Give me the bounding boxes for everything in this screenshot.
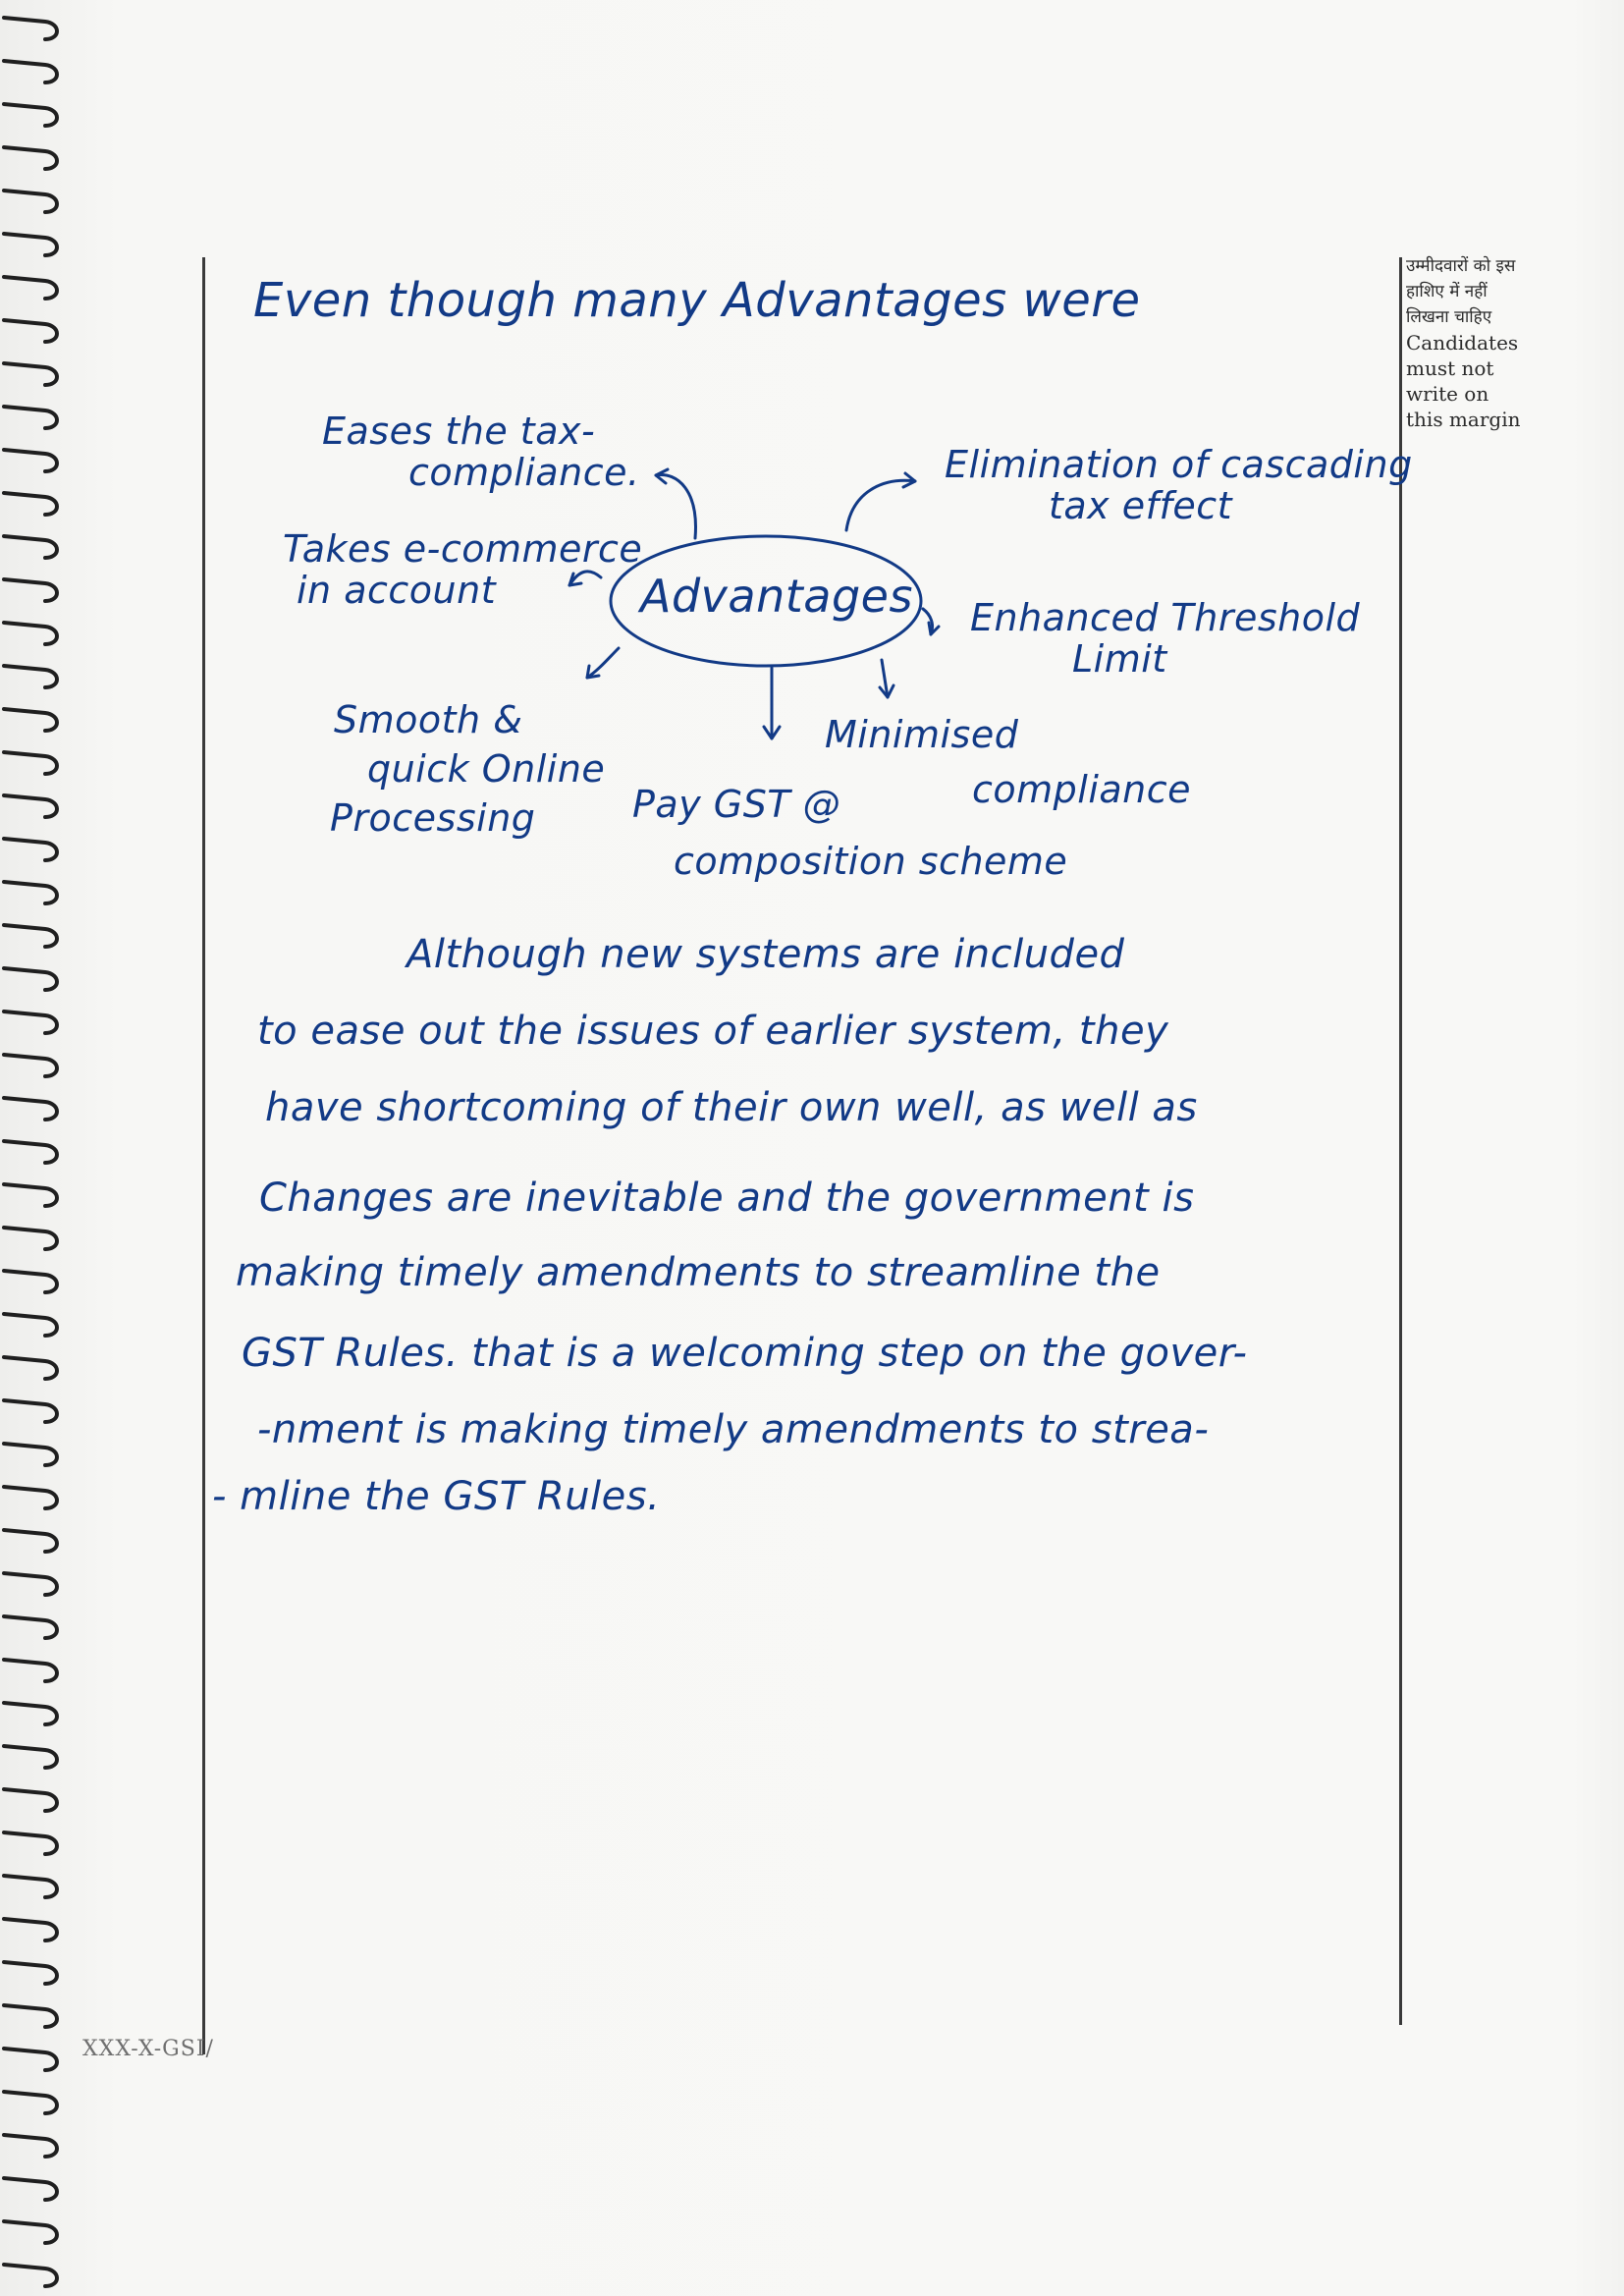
branch-smooth-line-1: Smooth & [334,698,523,741]
intro-line: Even though many Advantages were [253,273,1141,328]
branch-eases-line-2: compliance. [408,451,640,494]
margin-hindi-line-2: हाशिए में नहीं [1406,282,1488,301]
margin-english-line-1: Candidates [1406,331,1519,355]
margin-hindi-line-3: लिखना चाहिए [1406,307,1492,327]
mindmap-center-label: Advantages [640,570,913,623]
branch-smooth-line-3: Processing [330,796,536,840]
branch-smooth-line-2: quick Online [367,747,606,791]
paragraph-line-6: GST Rules. that is a welcoming step on the gover- [242,1331,1248,1376]
branch-cascading-line-2: tax effect [1049,484,1233,527]
branch-minimised-line-1: Minimised [825,713,1019,756]
paragraph-line-8: - mline the GST Rules. [212,1474,661,1519]
arrow-cascading [846,480,915,530]
branch-ecommerce-line-1: Takes e-commerce [283,527,643,571]
branch-smooth [330,695,606,843]
arrow-eases [656,475,695,538]
paragraph-line-7: -nment is making timely amendments to strea- [257,1407,1210,1452]
paragraph-line-4: Changes are inevitable and the government is [259,1175,1195,1221]
margin-hindi-line-1: उम्मीदवारों को इस [1406,256,1516,276]
arrow-smooth [587,648,619,678]
footer-code: XXX-X-GSI/ [82,2037,214,2061]
branch-cascading [945,444,1413,526]
branch-threshold [970,597,1360,680]
branch-minimised [825,707,1191,817]
branch-ecommerce-line-2: in account [297,569,497,612]
branch-gst-line-1: Pay GST @ [632,783,841,826]
paragraph-line-1: Although new systems are included [406,932,1125,977]
branch-threshold-line-1: Enhanced Threshold [970,596,1361,639]
paragraph-line-2: to ease out the issues of earlier system, they [257,1009,1169,1054]
paragraph-line-5: making timely amendments to streamline the [236,1250,1161,1295]
margin-english-line-3: write on [1406,382,1489,406]
paragraph-line-3: have shortcoming of their own well, as well as [265,1085,1198,1130]
branch-cascading-line-1: Elimination of cascading [945,443,1413,486]
branch-eases-line-1: Eases the tax- [322,410,596,453]
branch-gst-line-2: composition scheme [674,840,1068,883]
branch-threshold-line-2: Limit [1072,637,1167,681]
margin-english-line-2: must not [1406,356,1494,380]
branch-ecommerce [283,528,642,611]
branch-minimised-line-2: compliance [972,768,1192,811]
margin-english-line-4: this margin [1406,408,1521,431]
branch-eases [322,410,640,493]
